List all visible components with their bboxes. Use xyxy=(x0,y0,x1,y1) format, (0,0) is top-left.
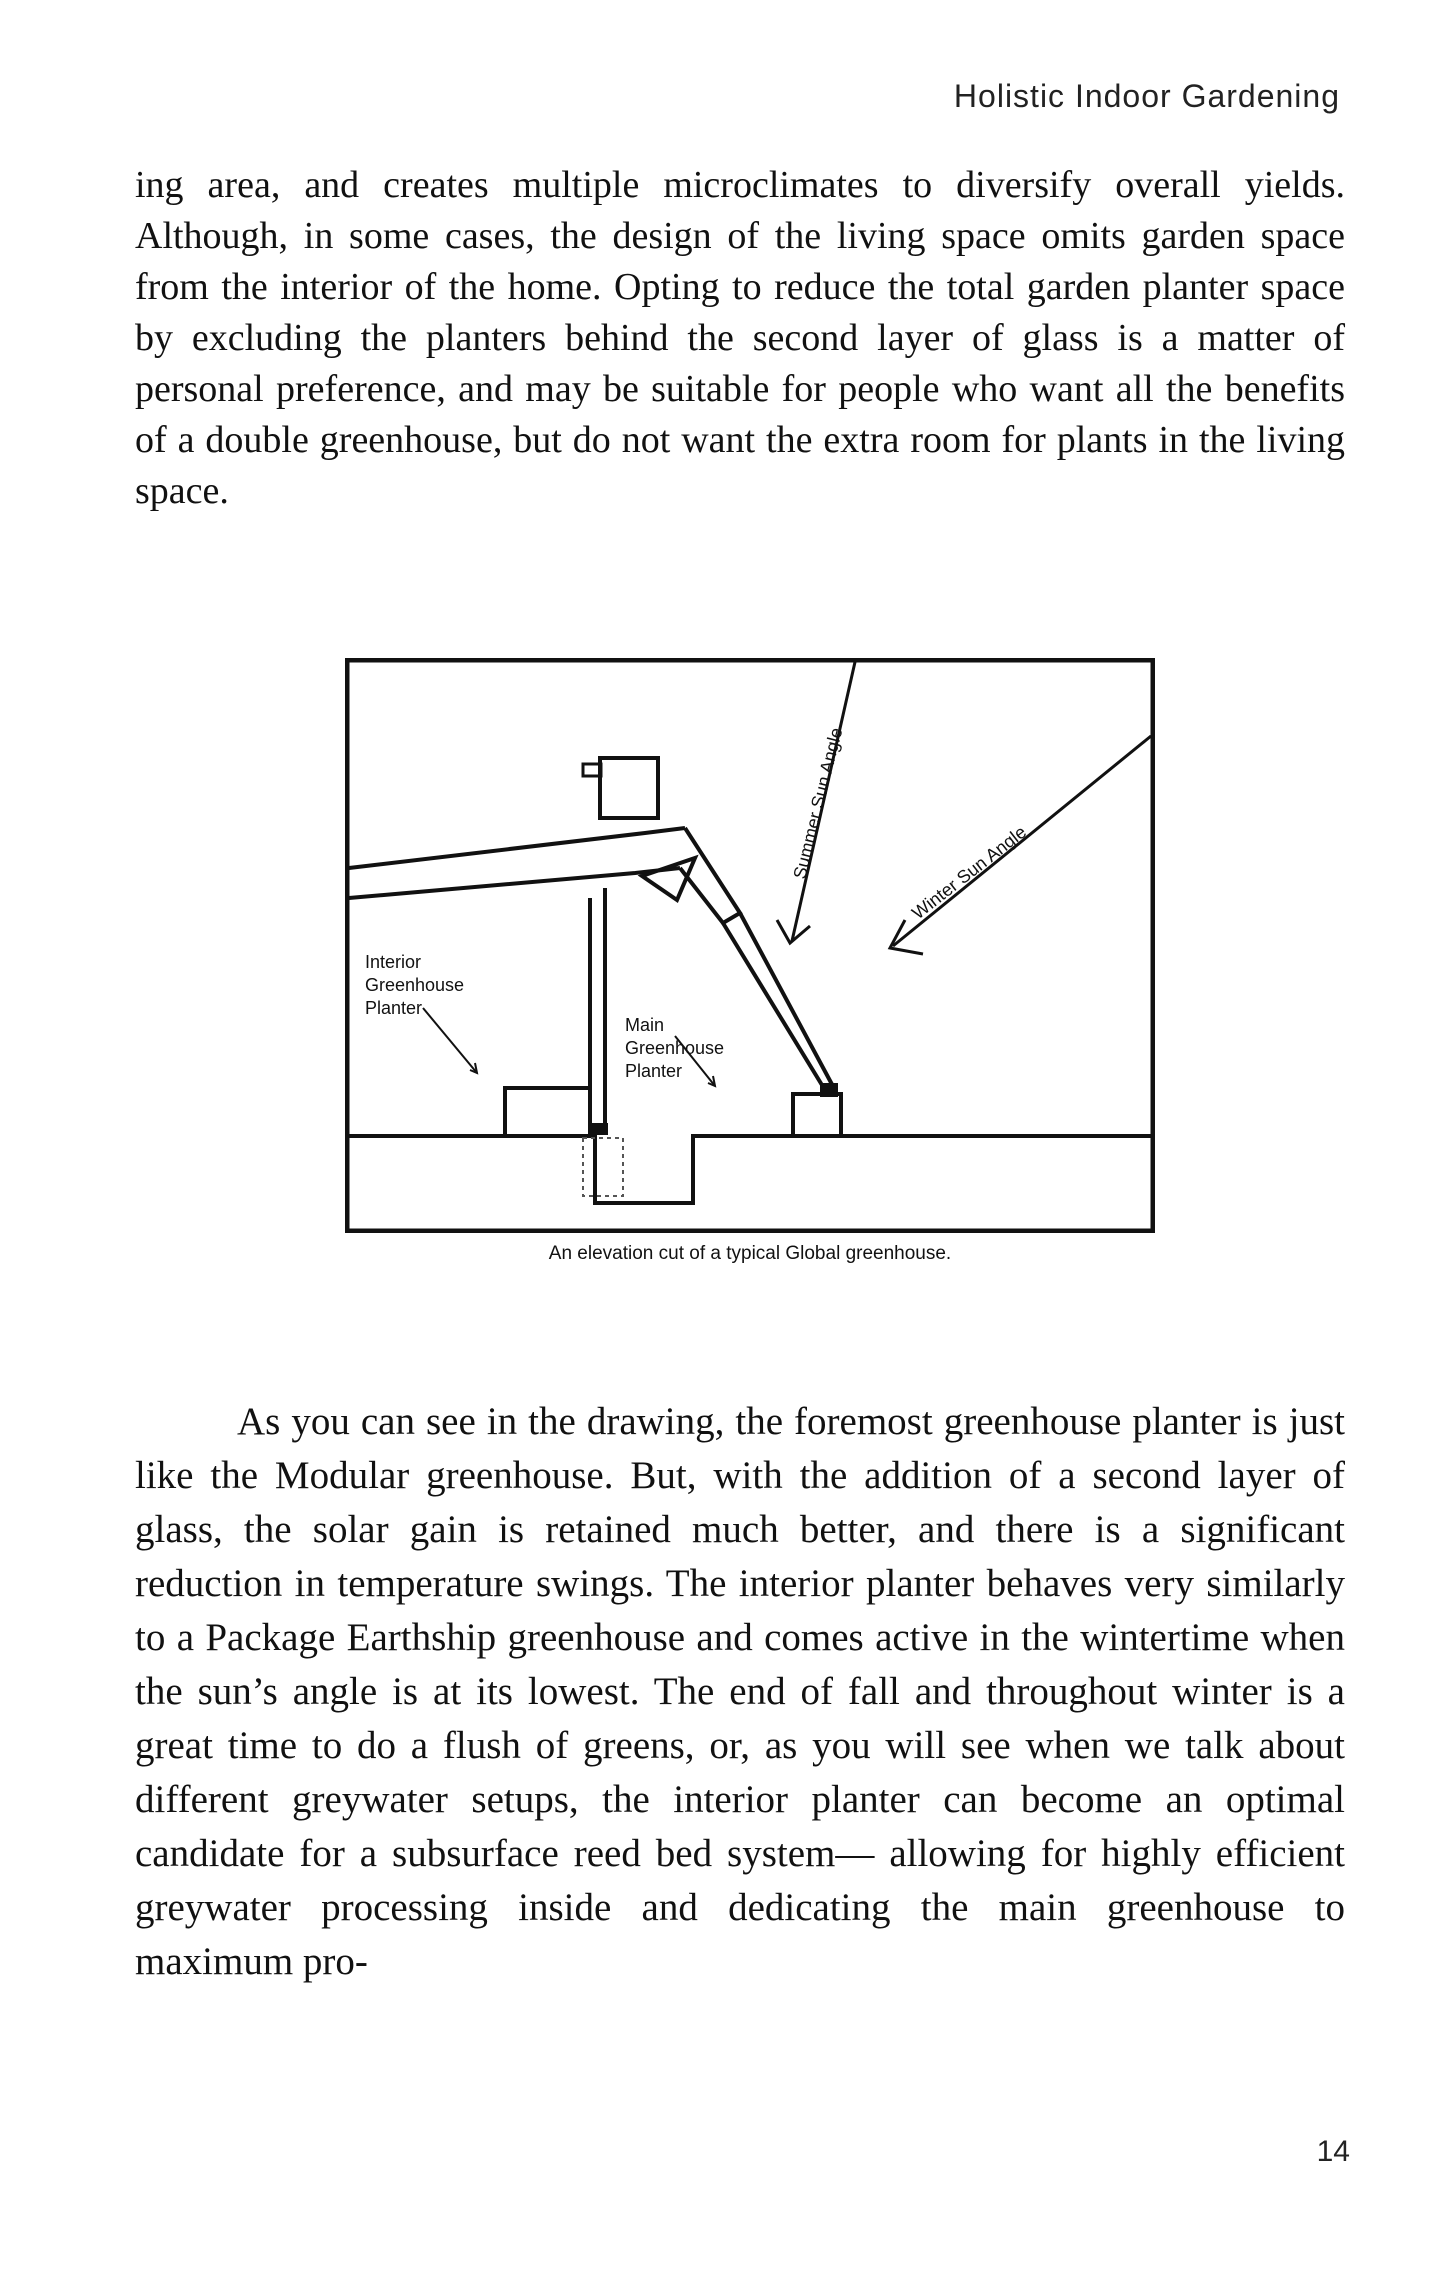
interior-planter-pointer xyxy=(423,1008,477,1073)
running-header: Holistic Indoor Gardening xyxy=(953,78,1340,114)
elevation-diagram xyxy=(345,658,1155,1233)
label-main-line1: Main xyxy=(625,1015,665,1035)
label-interior-line1: Interior xyxy=(365,952,422,972)
glazing-base xyxy=(820,1083,838,1097)
roof-top-line xyxy=(349,828,685,868)
label-interior-line3: Planter xyxy=(365,998,423,1018)
label-interior-line2: Greenhouse xyxy=(365,975,465,995)
label-winter-sun-angle: Winter Sun Angle xyxy=(908,821,1031,924)
label-main-line3: Planter xyxy=(625,1061,683,1081)
interior-post-base xyxy=(588,1123,608,1135)
ground-section xyxy=(349,1136,1151,1203)
paragraph-discussion: As you can see in the drawing, the foremost greenhouse planter is just like the Modular greenhouse. But, with the addition of a second layer of glass, the solar gain is retained much better, and there is a significant reduction in temperature swings. The interior planter behaves very similarly to a Package Earthship greenhouse and comes active in the wintertime when the sun’s angle is at its lowest. The end of fall and throughout winter is a great time to do a flush of greens, or, as you will see when we talk about different greywater setups, the interior planter can become an optimal candidate for a subsurface reed bed system— allowing for highly efficient greywater processing inside and dedicating the main greenhouse to maximum pro- xyxy=(135,1400,1345,1983)
roof-bottom-line xyxy=(349,868,680,898)
figure-caption: An elevation cut of a typical Global greenhouse. xyxy=(548,1243,952,1264)
label-main-line2: Greenhouse xyxy=(625,1038,725,1058)
interior-planter-box xyxy=(505,1088,590,1136)
page-number: 14 xyxy=(1316,2135,1350,2168)
figure-frame xyxy=(347,660,1153,1231)
greenhouse-elevation-figure xyxy=(345,658,1155,1233)
truss-triangle xyxy=(642,858,695,900)
main-planter-box xyxy=(793,1094,841,1136)
label-summer-sun-angle: Summer Sun Angle xyxy=(789,725,847,881)
chimney-box xyxy=(600,758,658,818)
interior-glass-footing xyxy=(583,1138,623,1196)
front-glazing-outer xyxy=(723,923,825,1090)
paragraph-intro: ing area, and creates multiple microclimates to diversify overall yields. Although, in some cases, the design of the living space omits garden space from the interior of the home. Opting to reduce the total garden planter space by excluding the planters behind the second layer of glass is a matter of personal preference, and may be suitable for people who want all the benefits of a double greenhouse, but do not want the extra room for plants in the living space. xyxy=(135,164,1345,512)
